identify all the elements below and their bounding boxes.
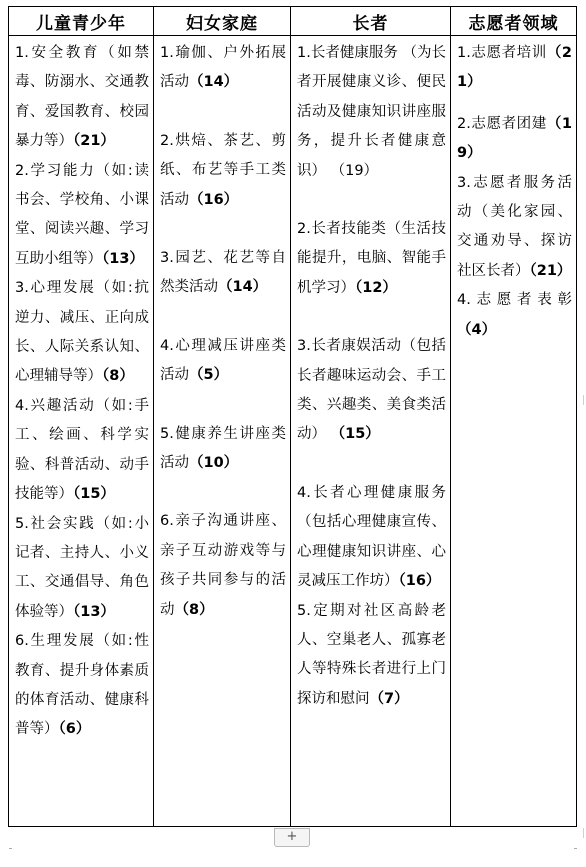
list-item: 4.长者心理健康服务（包括心理健康宣传、心理健康知识讲座、心灵减压工作坊）（16） (297, 484, 446, 590)
row-resize-handle[interactable] (579, 395, 584, 405)
col-volunteers[interactable] (451, 36, 577, 827)
list-item: 1.瑜伽、户外拓展活动（14） (160, 45, 286, 91)
list-item: 1.长者健康服务 （为长者开展健康义诊、便民活动及健康知识讲座服务，提升长者健康意识） （19） (297, 45, 446, 179)
list-item: 5.定期对社区高龄老人、空巢老人、孤寡老人等特殊长者进行上门探访和慰问（7） (297, 602, 446, 707)
list-item: 2.学习能力（如:读书会、学校角、小课堂、阅读兴趣、学习互助小组等）（13） (15, 162, 149, 267)
content-row (9, 36, 577, 827)
list-item: 4.兴趣活动（如:手工、绘画、科学实验、科普活动、动手技能等）（15） (15, 397, 149, 503)
add-row-button[interactable] (274, 828, 310, 847)
list-item: 2.烘焙、茶艺、剪纸、布艺等手工类活动（16） (160, 132, 286, 208)
list-item: 3.志愿者服务活动（美化家园、交通劝导、探访社区长者）（21） (457, 174, 572, 279)
corner-marker (9, 848, 12, 851)
list-item: 4.心理减压讲座类活动（5） (160, 337, 286, 384)
list-item: 2.志愿者团建（19） (457, 115, 572, 162)
col-elderly[interactable] (291, 36, 451, 827)
corner-marker (574, 848, 577, 851)
list-item: 5.健康养生讲座类活动（10） (160, 425, 286, 472)
row-resize-handle[interactable] (579, 828, 584, 838)
header-row (9, 7, 577, 36)
col-children[interactable] (9, 36, 154, 827)
list-item: 3.心理发展（如:抗逆力、减压、正向成长、人际关系认知、心理辅导等）（8） (15, 280, 149, 385)
header-women-family: 妇女家庭 (154, 7, 291, 36)
header-volunteers: 志愿者领域 (451, 7, 577, 36)
header-elderly: 长者 (291, 7, 451, 36)
list-item: 3.园艺、花艺等自然类活动（14） (160, 250, 286, 296)
list-item: 3.长者康娱活动（包括长者趣味运动会、手工类、兴趣类、美食类活动） （15） (297, 338, 446, 443)
list-item: 1.安全教育（如禁毒、防溺水、交通教育、爱国教育、校园暴力等）（21） (15, 45, 149, 150)
list-item: 4.志愿者表彰（4） (457, 292, 572, 338)
col-women-family[interactable] (154, 36, 291, 827)
list-item: 6.亲子沟通讲座、亲子互动游戏等与孩子共同参与的活动（8） (160, 513, 286, 618)
list-item: 6.生理发展（如:性教育、提升身体素质的体育活动、健康科普等）（6） (15, 633, 149, 738)
list-item: 1.志愿者培训（21） (457, 45, 572, 91)
list-item: 2.长者技能类（生活技能提升，电脑、智能手机学习）（12） (297, 221, 446, 296)
service-table (8, 6, 577, 827)
header-children: 儿童青少年 (9, 7, 154, 36)
plus-icon: + (286, 829, 298, 844)
list-item: 5.社会实践（如:小记者、主持人、小义工、交通倡导、角色体验等）（13） (15, 515, 149, 620)
